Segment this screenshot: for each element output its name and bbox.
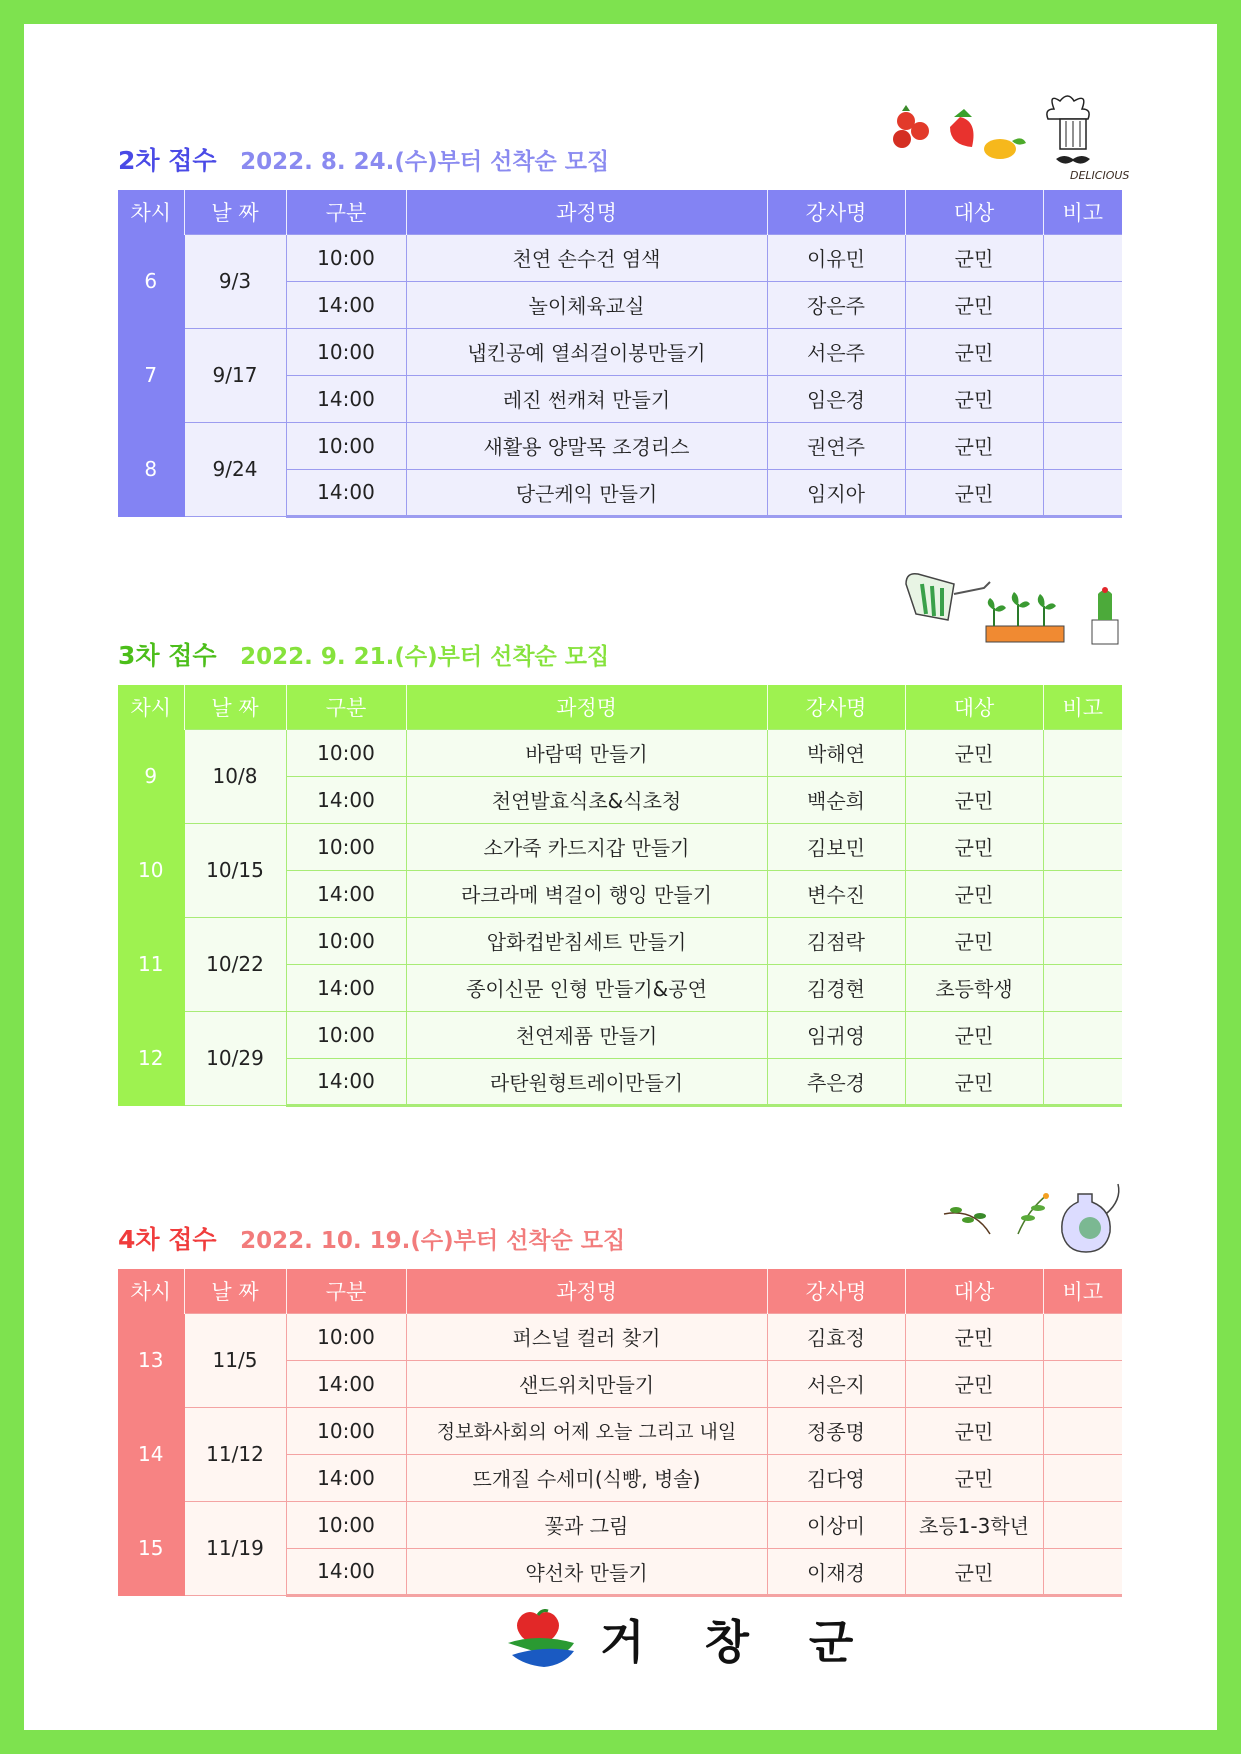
instructor-cell: 추은경 (767, 1058, 905, 1105)
geochang-county-logo-icon (504, 1609, 578, 1669)
target-cell: 군민 (905, 1548, 1043, 1595)
instructor-cell: 변수진 (767, 870, 905, 917)
course-cell: 라크라메 벽걸이 행잉 만들기 (406, 870, 767, 917)
target-cell: 군민 (905, 870, 1043, 917)
column-header: 날 짜 (184, 685, 286, 729)
column-header: 대상 (905, 685, 1043, 729)
column-header: 차시 (118, 190, 184, 234)
course-cell: 천연 손수건 염색 (406, 234, 767, 281)
instructor-cell: 김경현 (767, 964, 905, 1011)
note-cell (1043, 776, 1122, 823)
instructor-cell: 정종명 (767, 1407, 905, 1454)
county-name: 거 창 군 (600, 1615, 876, 1669)
instructor-cell: 백순희 (767, 776, 905, 823)
schedule-table-round-3 (118, 685, 1122, 1107)
course-cell: 뜨개질 수세미(식빵, 병솔) (406, 1454, 767, 1501)
target-cell: 군민 (905, 729, 1043, 776)
recruit-date: 2022. 9. 21.(수)부터 선착순 모집 (240, 644, 610, 670)
course-cell: 냅킨공예 열쇠걸이봉만들기 (406, 328, 767, 375)
schedule-table-round-4 (118, 1269, 1122, 1597)
note-cell (1043, 281, 1122, 328)
target-cell: 군민 (905, 422, 1043, 469)
time-cell: 14:00 (286, 1058, 406, 1105)
note-cell (1043, 1058, 1122, 1105)
note-cell (1043, 1011, 1122, 1058)
delicious-label: DELICIOUS (1070, 169, 1130, 182)
section-title (118, 141, 609, 177)
round-label: 2차 접수 (118, 146, 217, 175)
time-cell: 10:00 (286, 234, 406, 281)
instructor-cell: 박해연 (767, 729, 905, 776)
target-cell: 군민 (905, 1407, 1043, 1454)
note-cell (1043, 1548, 1122, 1595)
note-cell (1043, 234, 1122, 281)
time-cell: 10:00 (286, 1407, 406, 1454)
session-date: 10/22 (184, 917, 286, 1011)
instructor-cell: 김점락 (767, 917, 905, 964)
note-cell (1043, 823, 1122, 870)
session-number: 13 (118, 1313, 184, 1407)
note-cell (1043, 870, 1122, 917)
course-cell: 꽃과 그림 (406, 1501, 767, 1548)
session-date: 10/8 (184, 729, 286, 823)
course-cell: 퍼스널 컬러 찾기 (406, 1313, 767, 1360)
target-cell: 군민 (905, 776, 1043, 823)
session-number: 6 (118, 234, 184, 328)
target-cell: 군민 (905, 1454, 1043, 1501)
target-cell: 군민 (905, 375, 1043, 422)
table-row (118, 422, 1122, 469)
target-cell: 군민 (905, 234, 1043, 281)
time-cell: 14:00 (286, 375, 406, 422)
schedule-table-round-2 (118, 190, 1122, 518)
note-cell (1043, 917, 1122, 964)
instructor-cell: 임은경 (767, 375, 905, 422)
note-cell (1043, 1313, 1122, 1360)
course-cell: 소가죽 카드지갑 만들기 (406, 823, 767, 870)
session-number: 10 (118, 823, 184, 917)
column-header: 대상 (905, 1269, 1043, 1313)
county-logo (504, 1606, 875, 1672)
session-date: 11/19 (184, 1501, 286, 1595)
table-header (118, 685, 1122, 729)
table-row (118, 823, 1122, 870)
column-header: 차시 (118, 1269, 184, 1313)
instructor-cell: 김다영 (767, 1454, 905, 1501)
session-number: 11 (118, 917, 184, 1011)
column-header: 비고 (1043, 1269, 1122, 1313)
course-cell: 압화컵받침세트 만들기 (406, 917, 767, 964)
note-cell (1043, 375, 1122, 422)
note-cell (1043, 1407, 1122, 1454)
time-cell: 14:00 (286, 281, 406, 328)
time-cell: 14:00 (286, 964, 406, 1011)
instructor-cell: 서은주 (767, 328, 905, 375)
section-title (118, 636, 609, 672)
session-number: 7 (118, 328, 184, 422)
note-cell (1043, 422, 1122, 469)
note-cell (1043, 964, 1122, 1011)
time-cell: 10:00 (286, 422, 406, 469)
target-cell: 군민 (905, 281, 1043, 328)
course-cell: 천연발효식초&식초청 (406, 776, 767, 823)
recruit-date: 2022. 10. 19.(수)부터 선착순 모집 (240, 1228, 626, 1254)
course-cell: 라탄원형트레이만들기 (406, 1058, 767, 1105)
note-cell (1043, 1454, 1122, 1501)
session-number: 9 (118, 729, 184, 823)
time-cell: 14:00 (286, 1454, 406, 1501)
instructor-cell: 서은지 (767, 1360, 905, 1407)
session-number: 12 (118, 1011, 184, 1105)
column-header: 날 짜 (184, 1269, 286, 1313)
garden-illustration-icon (898, 554, 1128, 664)
session-date: 9/17 (184, 328, 286, 422)
time-cell: 10:00 (286, 1501, 406, 1548)
time-cell: 10:00 (286, 729, 406, 776)
column-header: 강사명 (767, 1269, 905, 1313)
table-row (118, 729, 1122, 776)
time-cell: 10:00 (286, 328, 406, 375)
session-date: 9/3 (184, 234, 286, 328)
herb-illustration-icon (938, 1174, 1128, 1254)
time-cell: 10:00 (286, 823, 406, 870)
note-cell (1043, 1501, 1122, 1548)
column-header: 과정명 (406, 190, 767, 234)
recruit-date: 2022. 8. 24.(수)부터 선착순 모집 (240, 149, 610, 175)
course-cell: 바람떡 만들기 (406, 729, 767, 776)
session-date: 11/12 (184, 1407, 286, 1501)
table-row (118, 1501, 1122, 1548)
poster-sheet (24, 24, 1217, 1730)
time-cell: 14:00 (286, 776, 406, 823)
round-label: 4차 접수 (118, 1225, 217, 1254)
target-cell: 군민 (905, 469, 1043, 516)
note-cell (1043, 1360, 1122, 1407)
target-cell: 군민 (905, 1011, 1043, 1058)
session-date: 9/24 (184, 422, 286, 516)
table-row (118, 328, 1122, 375)
session-date: 10/29 (184, 1011, 286, 1105)
session-number: 15 (118, 1501, 184, 1595)
food-illustration-icon (888, 91, 1128, 181)
table-header (118, 190, 1122, 234)
target-cell: 군민 (905, 328, 1043, 375)
time-cell: 14:00 (286, 1360, 406, 1407)
target-cell: 군민 (905, 1313, 1043, 1360)
table-row (118, 1313, 1122, 1360)
column-header: 과정명 (406, 685, 767, 729)
session-date: 10/15 (184, 823, 286, 917)
course-cell: 놀이체육교실 (406, 281, 767, 328)
course-cell: 샌드위치만들기 (406, 1360, 767, 1407)
table-row (118, 234, 1122, 281)
instructor-cell: 김효정 (767, 1313, 905, 1360)
session-date: 11/5 (184, 1313, 286, 1407)
table-row (118, 1407, 1122, 1454)
note-cell (1043, 729, 1122, 776)
instructor-cell: 이재경 (767, 1548, 905, 1595)
time-cell: 14:00 (286, 870, 406, 917)
column-header: 날 짜 (184, 190, 286, 234)
time-cell: 10:00 (286, 917, 406, 964)
column-header: 비고 (1043, 190, 1122, 234)
instructor-cell: 이유민 (767, 234, 905, 281)
column-header: 비고 (1043, 685, 1122, 729)
time-cell: 10:00 (286, 1313, 406, 1360)
instructor-cell: 임귀영 (767, 1011, 905, 1058)
target-cell: 초등1-3학년 (905, 1501, 1043, 1548)
table-row (118, 917, 1122, 964)
column-header: 강사명 (767, 190, 905, 234)
table-header (118, 1269, 1122, 1313)
note-cell (1043, 328, 1122, 375)
instructor-cell: 권연주 (767, 422, 905, 469)
column-header: 과정명 (406, 1269, 767, 1313)
column-header: 구분 (286, 685, 406, 729)
target-cell: 군민 (905, 823, 1043, 870)
column-header: 강사명 (767, 685, 905, 729)
session-number: 14 (118, 1407, 184, 1501)
time-cell: 10:00 (286, 1011, 406, 1058)
course-cell: 천연제품 만들기 (406, 1011, 767, 1058)
time-cell: 14:00 (286, 469, 406, 516)
course-cell: 당근케익 만들기 (406, 469, 767, 516)
table-row (118, 1011, 1122, 1058)
target-cell: 초등학생 (905, 964, 1043, 1011)
round-label: 3차 접수 (118, 641, 217, 670)
section-title (118, 1220, 625, 1256)
time-cell: 14:00 (286, 1548, 406, 1595)
column-header: 차시 (118, 685, 184, 729)
note-cell (1043, 469, 1122, 516)
session-number: 8 (118, 422, 184, 516)
target-cell: 군민 (905, 1360, 1043, 1407)
instructor-cell: 이상미 (767, 1501, 905, 1548)
instructor-cell: 장은주 (767, 281, 905, 328)
instructor-cell: 임지아 (767, 469, 905, 516)
course-cell: 레진 썬캐쳐 만들기 (406, 375, 767, 422)
column-header: 대상 (905, 190, 1043, 234)
course-cell: 종이신문 인형 만들기&공연 (406, 964, 767, 1011)
course-cell: 약선차 만들기 (406, 1548, 767, 1595)
column-header: 구분 (286, 1269, 406, 1313)
course-cell: 정보화사회의 어제 오늘 그리고 내일 (406, 1407, 767, 1454)
column-header: 구분 (286, 190, 406, 234)
instructor-cell: 김보민 (767, 823, 905, 870)
course-cell: 새활용 양말목 조경리스 (406, 422, 767, 469)
target-cell: 군민 (905, 1058, 1043, 1105)
target-cell: 군민 (905, 917, 1043, 964)
